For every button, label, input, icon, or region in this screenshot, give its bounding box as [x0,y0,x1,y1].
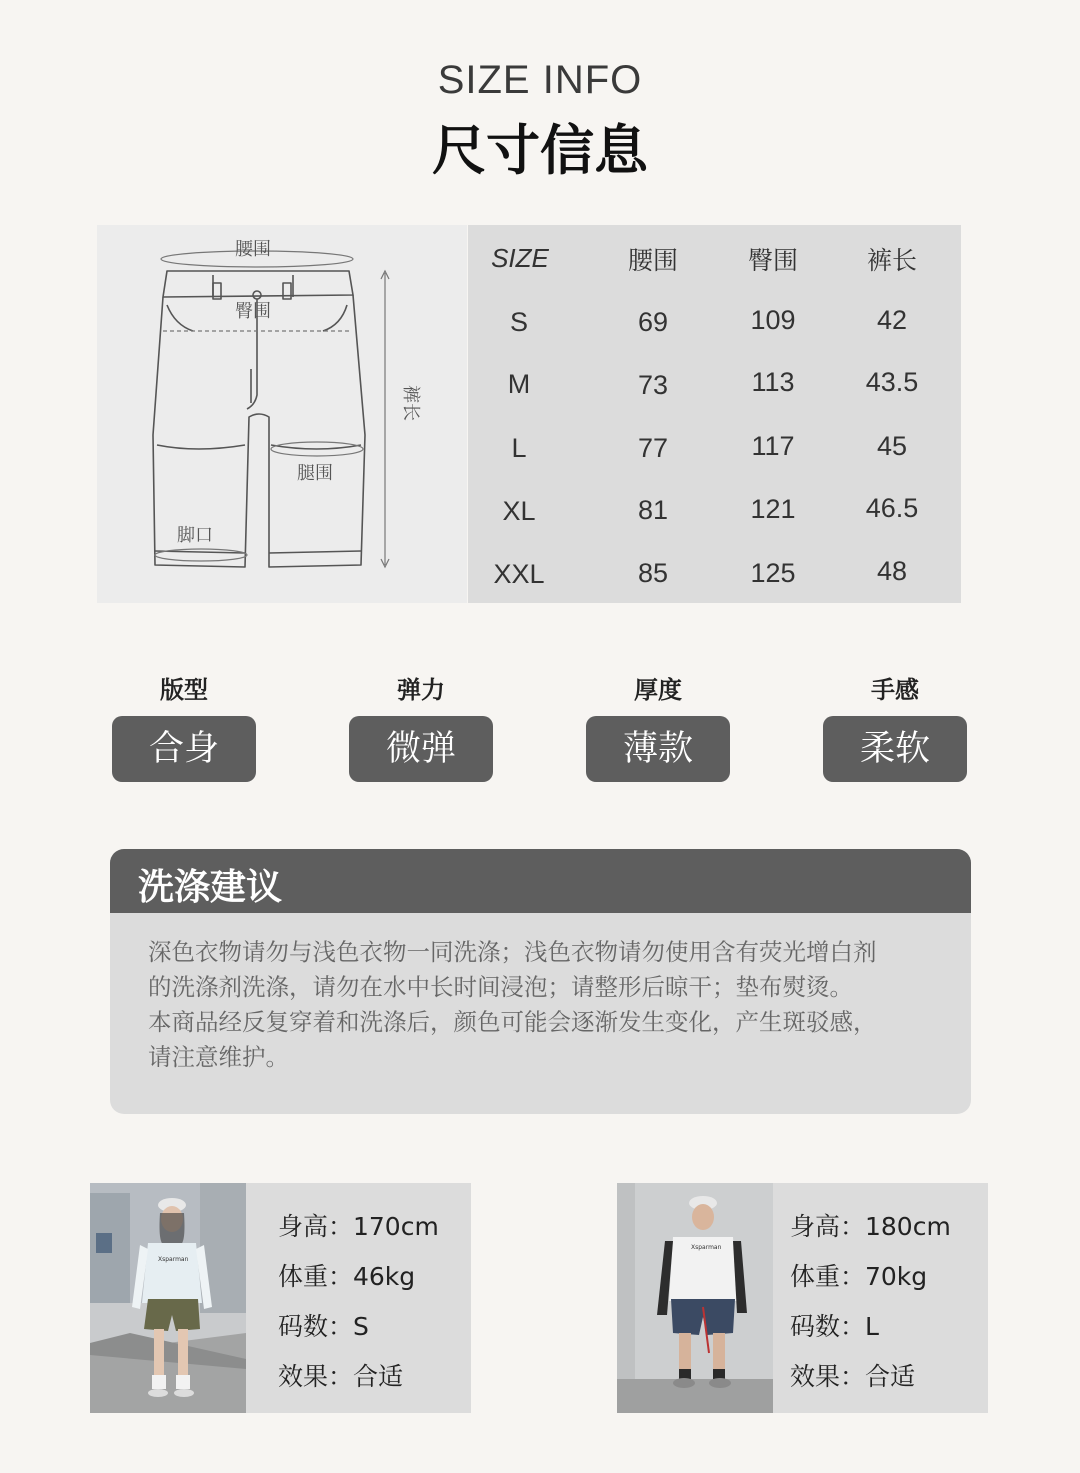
care-instructions-box [110,849,971,1114]
thigh-label: 腿围 [297,463,333,484]
table-cell-size: XL [502,496,536,526]
table-cell-hip: 125 [750,558,796,588]
model-photo-1 [90,1183,246,1413]
care-text [148,935,948,1075]
table-cell-size: L [511,433,527,463]
table-cell-length: 43.5 [865,367,919,397]
model-1-weight: 体重：46kg [278,1262,416,1291]
care-line: 的洗涤剂洗涤，请勿在水中长时间浸泡；请整形后晾干；垫布熨烫。 [148,973,853,1001]
thickness-badge: 薄款 [586,716,730,782]
care-line: 本商品经反复穿着和洗涤后，颜色可能会逐渐发生变化，产生斑驳感， [148,1008,877,1036]
table-cell-waist: 69 [637,307,669,337]
page-title: 尺寸信息 [432,119,648,182]
table-cell-waist: 73 [637,370,669,400]
care-line: 请注意维护。 [148,1043,289,1071]
model-card-1 [90,1183,471,1413]
size-column-header: SIZE [491,243,549,273]
table-cell-waist: 85 [637,558,669,588]
table-cell-hip: 109 [750,305,796,335]
fit-badge: 合身 [112,716,256,782]
size-table [468,225,961,603]
waist-label: 腰围 [235,239,271,260]
model-1-size: 码数：S [278,1312,369,1341]
table-cell-size: M [507,369,531,399]
model-2-height: 身高：180cm [790,1212,951,1241]
table-cell-length: 46.5 [865,493,919,523]
hem-label: 脚口 [177,525,213,546]
fit-label: 版型 [160,676,208,704]
care-title: 洗涤建议 [138,867,283,908]
model-1-shirt-text: Xsparman [158,1256,189,1263]
model-2-size: 码数：L [790,1312,879,1341]
thickness-label: 厚度 [634,676,682,704]
stretch-badge: 微弹 [349,716,493,782]
model-photo-2 [617,1183,773,1413]
stretch-label: 弹力 [397,676,445,704]
model-2-shirt-text: Xsparman [691,1244,722,1251]
shorts-diagram [97,225,467,603]
hip-label: 臀围 [235,301,271,322]
shorts-outline-illustration [97,225,467,603]
model-2-effect: 效果：合适 [790,1362,916,1391]
model-card-2 [617,1183,988,1413]
table-cell-hip: 113 [751,367,795,397]
table-cell-hip: 117 [751,431,795,461]
table-cell-hip: 121 [750,494,796,524]
table-cell-waist: 81 [637,495,669,525]
model-2-weight: 体重：70kg [790,1262,928,1291]
table-cell-length: 42 [876,305,908,335]
table-cell-length: 45 [876,431,908,461]
feel-badge: 柔软 [823,716,967,782]
feel-label: 手感 [871,676,919,704]
model-photo-1-illustration [90,1183,246,1413]
hip-column-header: 臀围 [747,246,798,275]
table-cell-size: XXL [493,559,545,589]
table-cell-size: S [509,307,528,337]
care-line: 深色衣物请勿与浅色衣物一同洗涤；浅色衣物请勿使用含有荧光增白剂 [148,938,877,966]
table-cell-waist: 77 [637,433,669,463]
table-cell-length: 48 [876,556,908,586]
model-photo-2-illustration [617,1183,773,1413]
page-title-en: SIZE INFO [437,58,643,102]
length-column-header: 裤长 [866,246,917,275]
length-label: 裤长 [400,385,421,421]
model-1-height: 身高：170cm [278,1212,439,1241]
model-1-effect: 效果：合适 [278,1362,404,1391]
waist-column-header: 腰围 [627,246,678,275]
